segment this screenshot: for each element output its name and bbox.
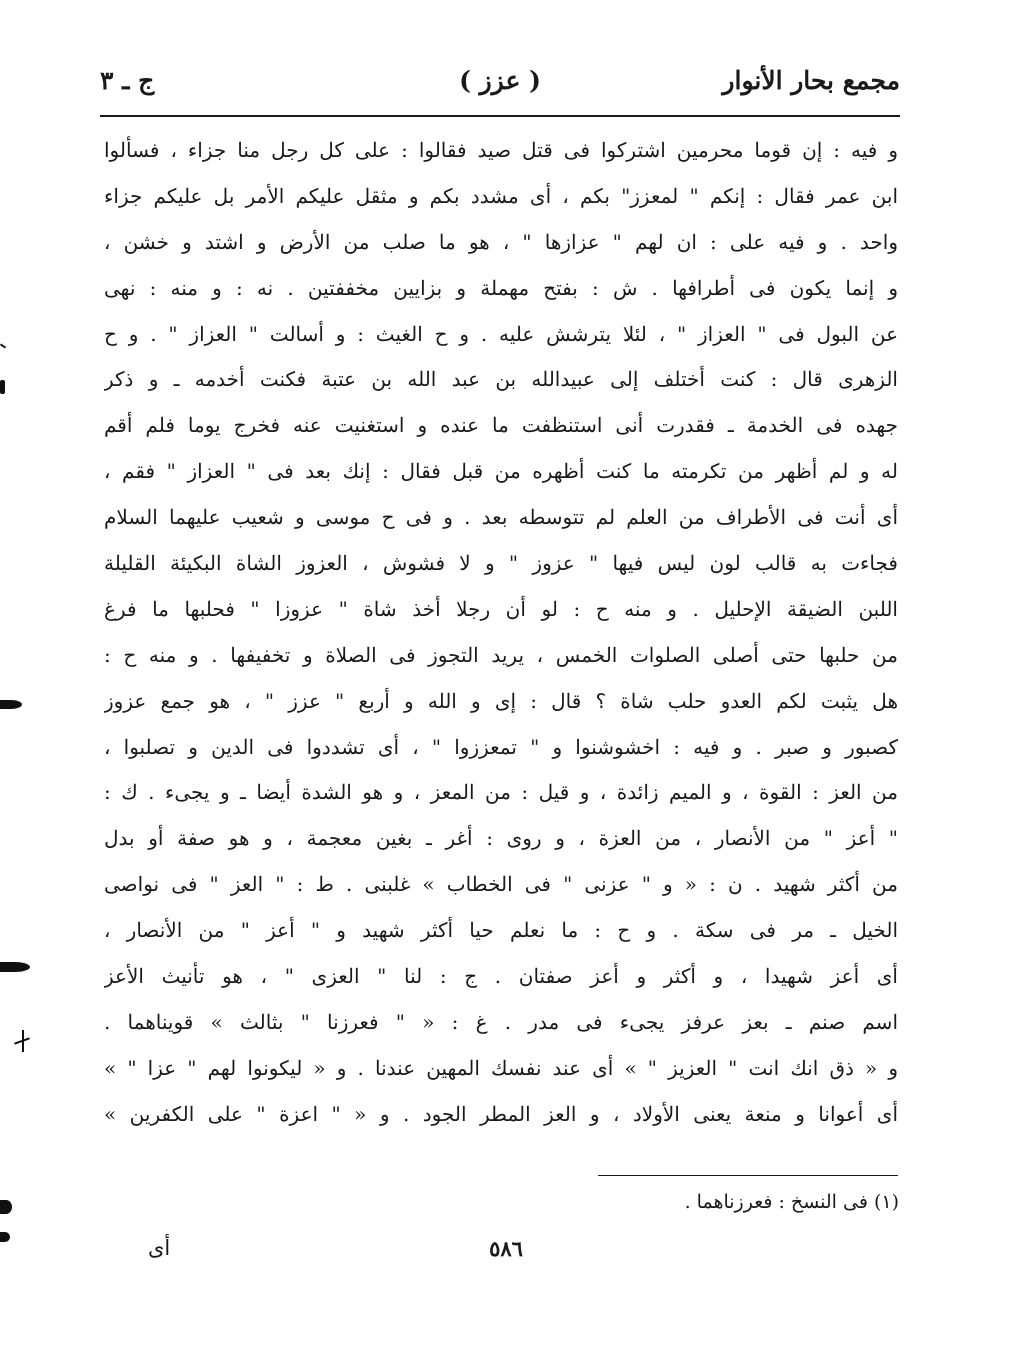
text-line: اسم صنم ـ بعز عرفز يجىء فى مدر . غ : « " فعرزنا " بثالث » قويناهما . — [104, 1009, 898, 1034]
text-line: و « ذق انك انت " العزيز " » أى عند نفسك المهين عندنا . و « ليكونوا لهم " عزا " » — [104, 1055, 898, 1080]
text-line: من حلبها حتى أصلى الصلوات الخمس ، يريد التجوز فى الصلاة و تخفيفها . و منه ح : — [104, 642, 898, 667]
book-title: مجمع بحار الأنوار — [722, 66, 900, 95]
text-line: هل يثبت لكم العدو حلب شاة ؟ قال : إى و الله و أربع " عزز " ، هو جمع عزوز — [104, 688, 898, 713]
scan-artifact-mark — [0, 1200, 12, 1214]
text-line: له و لم أظهر من تكرمته ما كنت أظهره من قبل فقال : إنك بعد فى " العزاز " فقم ، — [104, 459, 898, 484]
text-line: من أكثر شهيد . ن : « و " عزنى " فى الخطاب » غلبنى . ط : " العز " فى نواصى — [104, 872, 898, 897]
scan-artifact-mark — [0, 700, 22, 709]
text-line: أى أعوانا و منعة يعنى الأولاد ، و العز المطر الجود . و « " اعزة " على الكفرين » — [104, 1101, 898, 1126]
footnote: (١) فى النسخ : فعرزناهما . — [684, 1191, 899, 1213]
scan-artifact-mark — [0, 962, 30, 972]
scan-artifact-mark — [0, 1232, 10, 1242]
text-line: واحد . و فيه على : ان لهم " عزازها " ، هو ما صلب من الأرض و اشتد و خشن ، — [104, 229, 898, 254]
text-line: الخيل ـ مر فى سكة . و ح : ما نعلم حيا أكثر شهيد و " أعز " من الأنصار ، — [104, 918, 898, 943]
running-header — [100, 62, 900, 106]
volume-number: ج ـ ٣ — [100, 66, 155, 95]
text-line: و إنما يكون فى أطرافها . ش : بفتح مهملة و بزايين مخففتين . نه : و منه : نهى — [104, 275, 898, 300]
text-line: " أعز " من الأنصار ، من العزة ، و روى : أغر ـ بغين معجمة ، و هو صفة أو بدل — [104, 826, 898, 851]
text-line: جهده فى الخدمة ـ فقدرت أنى استنظفت ما عنده و استغنيت عنه فخرج يوما فلم أقم — [104, 413, 898, 438]
text-line: عن البول فى " العزاز " ، لئلا يترشش عليه . و ح الغيث : و أسالت " العزاز " . و ح — [104, 321, 898, 346]
page-number: ٥٨٦ — [489, 1236, 523, 1261]
catchword: أى — [148, 1236, 171, 1260]
footnote-rule — [598, 1175, 898, 1176]
text-line: كصبور و صبر . و فيه : اخشوشنوا و " تمعززوا " ، أى تشددوا فى الدين و تصلبوا ، — [104, 734, 898, 759]
header-rule — [100, 115, 900, 117]
text-line: اللبن الضيقة الإحليل . و منه ح : لو أن رجلا أخذ شاة " عزوزا " فحلبها ما فرغ — [104, 596, 898, 621]
text-line: الزهرى قال : كنت أختلف إلى عبيدالله بن عبد الله بن عتبة فكنت أخدمه ـ و ذكر — [104, 367, 898, 392]
text-line: و فيه : إن قوما محرمين اشتركوا فى قتل صيد فقالوا : على كل رجل منا جزاء ، فسألوا — [104, 138, 898, 162]
text-line: أى أعز شهيدا ، و أكثر و أعز صفتان . ج : لنا " العزى " ، هو تأنيث الأعز — [104, 964, 898, 989]
text-line: ابن عمر فقال : إنكم " لمعزز" بكم ، أى مشدد بكم و مثقل عليكم الأمر بل عليكم جزاء — [104, 183, 898, 208]
text-line: فجاءت به قالب لون ليس فيها " عزوز " و لا فشوش ، العزوز الشاة البكيئة القليلة — [104, 551, 898, 576]
scan-artifact-mark — [0, 380, 5, 394]
scan-artifact-mark — [22, 1030, 24, 1052]
text-line: من العز : القوة ، و الميم زائدة ، و قيل : من المعز ، و هو الشدة أيضا ـ و يجىء . ك : — [104, 780, 898, 805]
scan-artifact-mark — [0, 343, 6, 348]
entry-keyword: ( عزز ) — [459, 66, 541, 95]
text-line: أى أنت فى الأطراف من العلم لم تتوسطه بعد . و فى ح موسى و شعيب عليهما السلام — [104, 505, 898, 530]
body-text — [104, 128, 898, 1138]
